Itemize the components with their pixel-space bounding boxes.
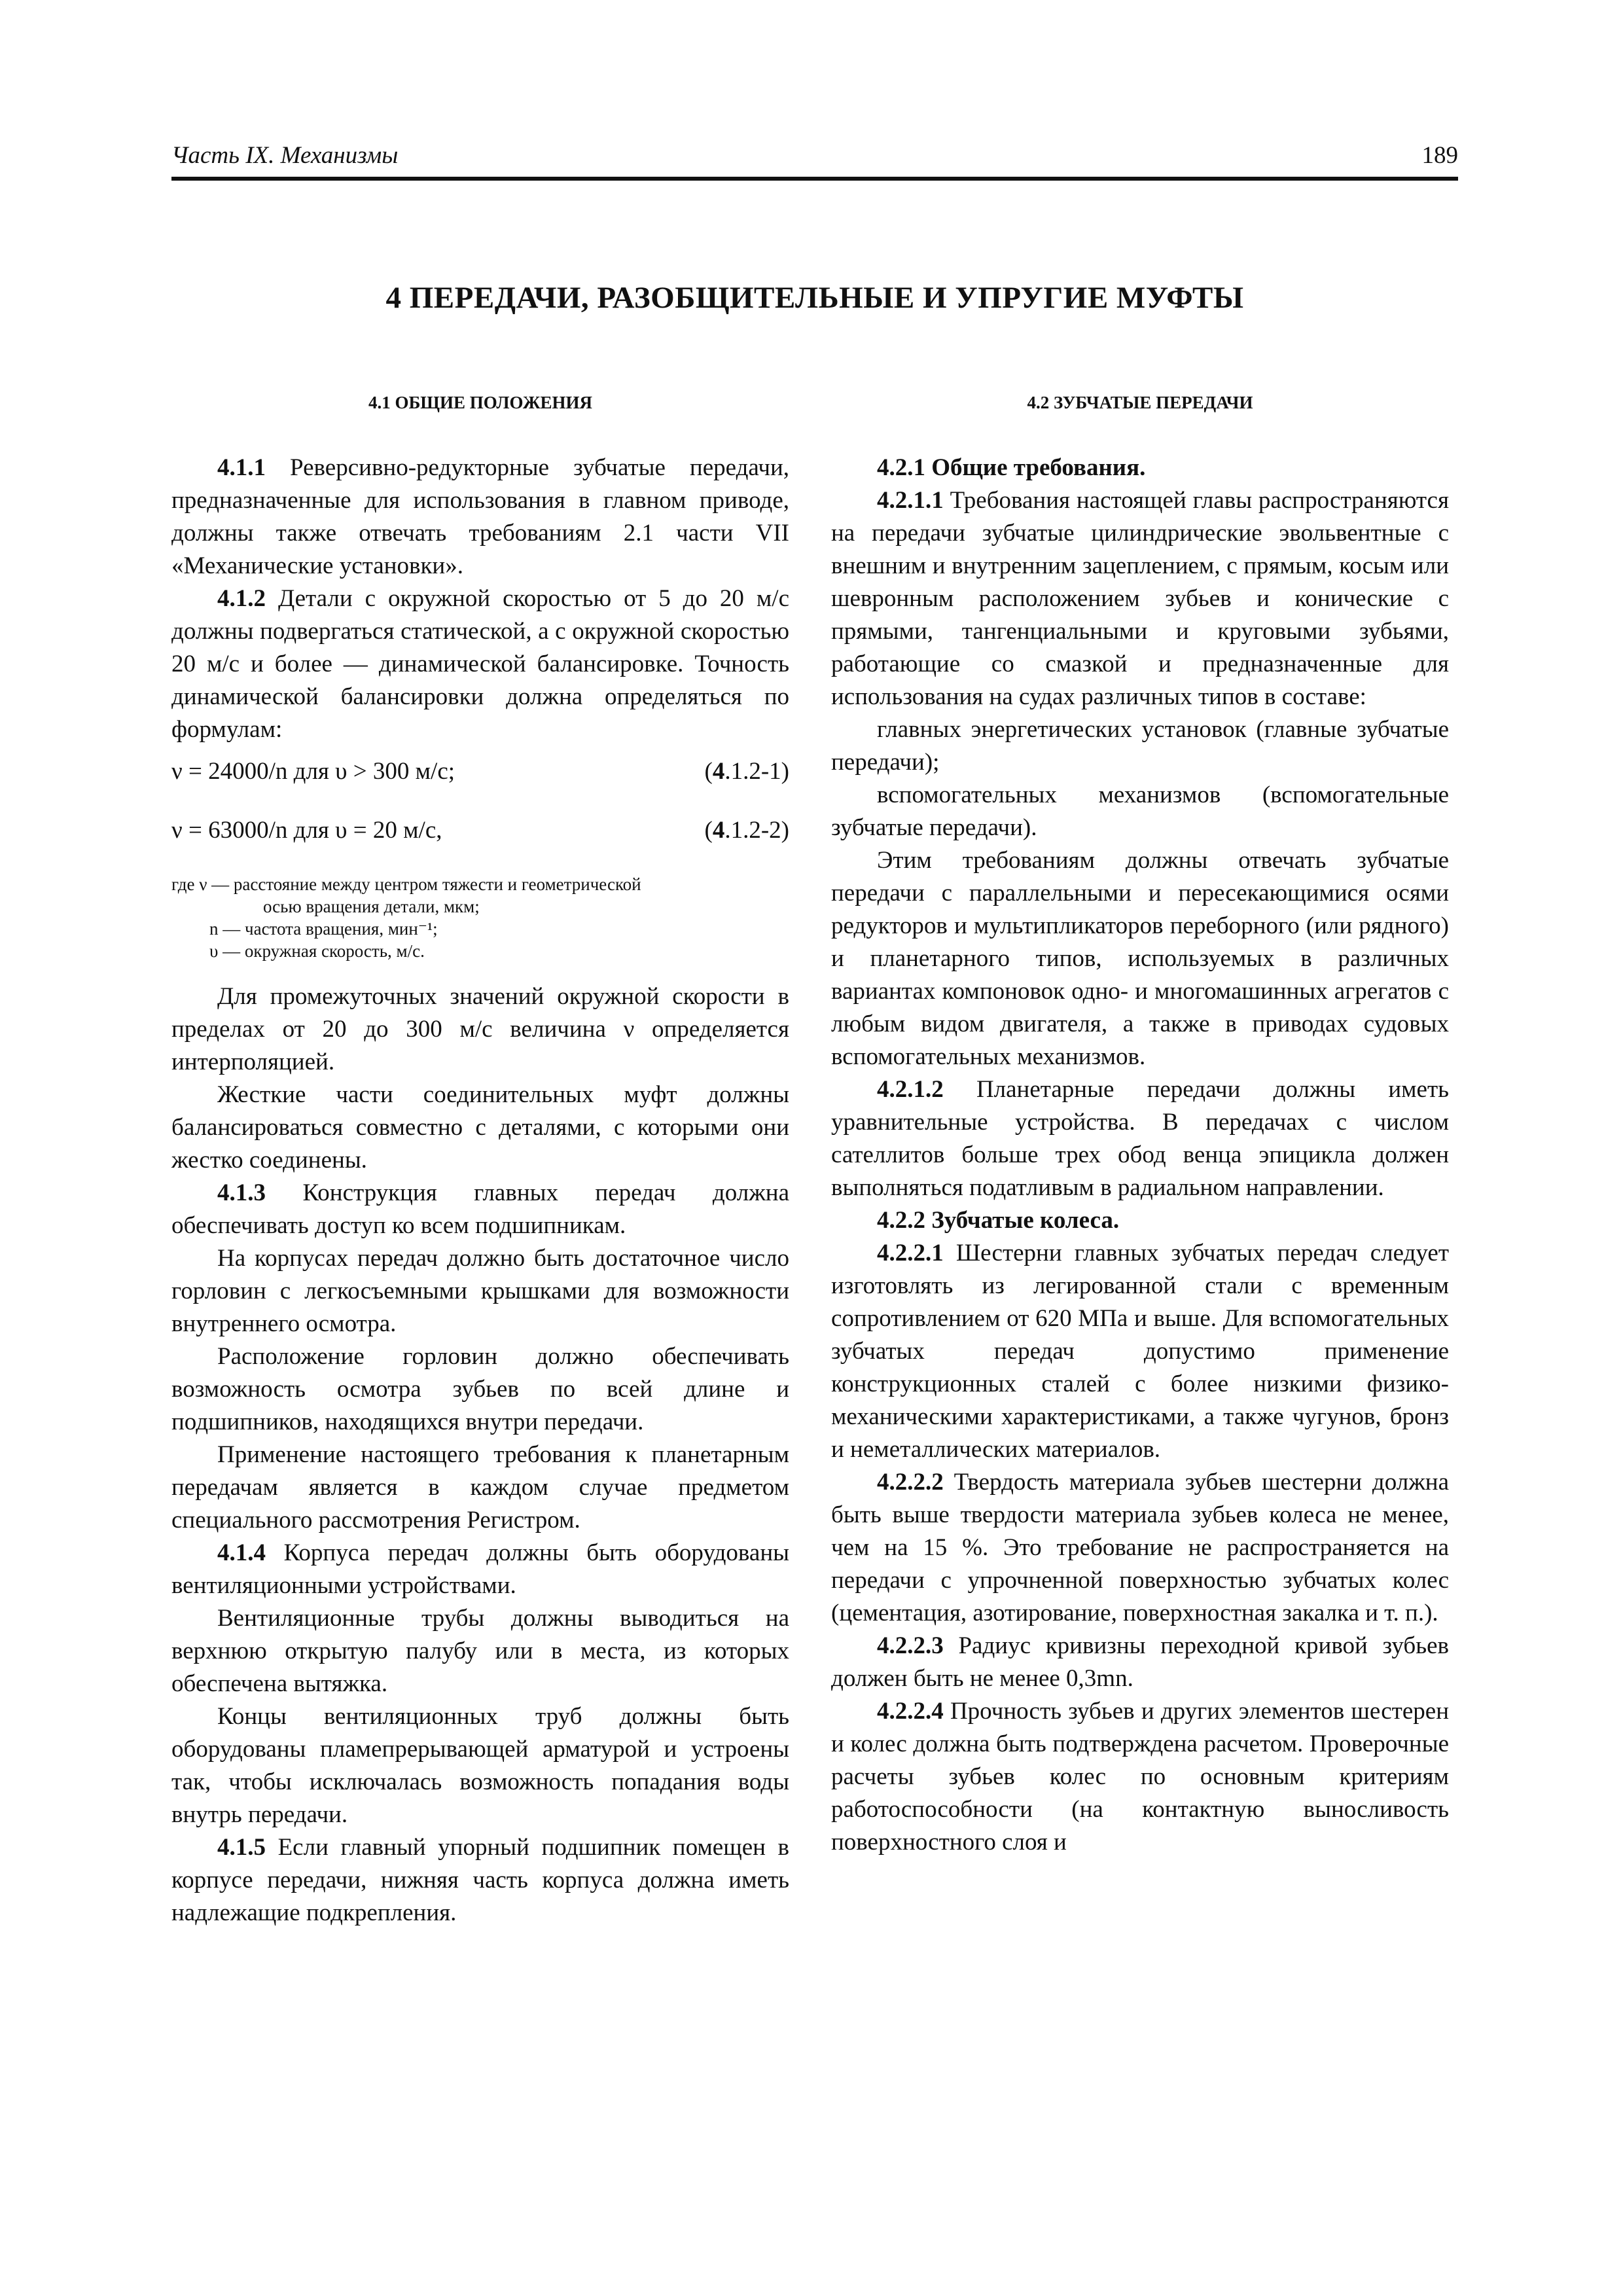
subsection-heading: 4.2.1 Общие требования. — [877, 454, 1146, 481]
paragraph: главных энергетических установок (главные зубчатые передачи); — [831, 716, 1449, 776]
paragraph: Концы вентиляционных труб должны быть оборудованы пламепрерывающей арматурой и устроены так, чтобы исключалась возможность попадания воды внутрь передачи. — [171, 1703, 789, 1828]
left-column — [171, 452, 789, 1929]
paragraph: На корпусах передач должно быть достаточное число горловин с легкосъемными крышками для возможности внутреннего осмотра. — [171, 1245, 789, 1337]
section-title-4-2: 4.2 ЗУБЧАТЫЕ ПЕРЕДАЧИ — [1027, 393, 1253, 412]
clause-number: 4.1.2 — [217, 585, 266, 612]
paragraph: вспомогательных механизмов (вспомогательные зубчатые передачи). — [831, 781, 1449, 841]
clause-number: 4.2.1.2 — [877, 1076, 944, 1103]
header-rule — [171, 177, 1458, 181]
paragraph: Применение настоящего требования к планетарным передачам является в каждом случае предметом специального рассмотрения Регистром. — [171, 1441, 789, 1534]
formula-4-1-2-2: ν = 63000/n для υ = 20 м/с, (4.1.2-2) — [171, 814, 789, 847]
paragraph: 4.1.2 Детали с окружной скоростью от 5 до 20 м/с должны подвергаться статической, а с окружной скоростью 20 м/с и более — динамической балансировке. Точность динамической балансировки должна определяться по формулам: — [171, 585, 789, 743]
paragraph: Для промежуточных значений окружной скорости в пределах от 20 до 300 м/с величина ν определяется интерполяцией. — [171, 983, 789, 1075]
clause-number: 4.2.2.1 — [877, 1240, 944, 1266]
right-column — [831, 452, 1449, 1859]
paragraph: 4.2.2.4 Прочность зубьев и других элементов шестерен и колес должна быть подтверждена расчетом. Проверочные расчеты зубьев колес по основным критериям работоспособности (на контактную выносливость поверхностного слоя и — [831, 1698, 1449, 1856]
clause-number: 4.2.1.1 — [877, 487, 944, 514]
clause-number: 4.1.3 — [217, 1179, 266, 1206]
section-title-4-1: 4.1 ОБЩИЕ ПОЛОЖЕНИЯ — [368, 393, 593, 412]
paragraph: 4.2.1.1 Требования настоящей главы распространяются на передачи зубчатые цилиндрические эвольвентные с внешним и внутренним зацеплением, с прямым, косым или шевронным расположением зубьев и конические с прямыми, тангенциальными и круговыми зубьями, работающие со смазкой и предназначенные для использования на судах различных типов в составе: — [831, 487, 1449, 710]
page-number: 189 — [1421, 142, 1458, 169]
formula-legend: где ν — расстояние между центром тяжести и геометрической осью вращения детали, мкм; n — частота вращения, мин⁻¹; υ — окружная скорость, м/с. — [171, 874, 641, 961]
paragraph: 4.2.2.3 Радиус кривизны переходной кривой зубьев должен быть не менее 0,3mn. — [831, 1632, 1449, 1692]
paragraph: 4.1.5 Если главный упорный подшипник помещен в корпусе передачи, нижняя часть корпуса должна иметь надлежащие подкрепления. — [171, 1834, 789, 1926]
paragraph: Вентиляционные трубы должны выводиться на верхнюю открытую палубу или в места, из которых обеспечена вытяжка. — [171, 1605, 789, 1697]
paragraph: 4.2.2.1 Шестерни главных зубчатых передач следует изготовлять из легированной стали с временным сопротивлением от 620 МПа и выше. Для вспомогательных зубчатых передач допустимо применение конструкционных сталей с более низкими физико-механическими характеристиками, а также чугунов, бронз и неметаллических материалов. — [831, 1240, 1449, 1463]
clause-number: 4.2.2.4 — [877, 1698, 944, 1725]
paragraph: 4.1.4 Корпуса передач должны быть оборудованы вентиляционными устройствами. — [171, 1539, 789, 1599]
clause-number: 4.1.5 — [217, 1834, 266, 1861]
paragraph: 4.2.1.2 Планетарные передачи должны иметь уравнительные устройства. В передачах с числом сателлитов больше трех обод венца эпицикла должен выполняться податливым в радиальном направлении. — [831, 1076, 1449, 1201]
running-header — [171, 139, 1458, 179]
clause-number: 4.1.1 — [217, 454, 266, 481]
chapter-title: 4 ПЕРЕДАЧИ, РАЗОБЩИТЕЛЬНЫЕ И УПРУГИЕ МУФТЫ — [385, 281, 1244, 315]
formula-number: (4.1.2-2) — [704, 817, 789, 844]
paragraph: Расположение горловин должно обеспечивать возможность осмотра зубьев по всей длине и подшипников, находящихся внутри передачи. — [171, 1343, 789, 1435]
clause-number: 4.1.4 — [217, 1539, 266, 1566]
paragraph: Этим требованиям должны отвечать зубчатые передачи с параллельными и пересекающимися осями редукторов и мультипликаторов переборного (или рядного) и планетарного типов, используемых в различных вариантах компоновок одно- и многомашинных агрегатов с любым видом двигателя, а также в приводах судовых вспомогательных механизмов. — [831, 847, 1449, 1070]
part-title: Часть IX. Механизмы — [171, 142, 399, 169]
formula-4-1-2-1: ν = 24000/n для υ > 300 м/с; (4.1.2-1) — [171, 755, 789, 788]
paragraph: Жесткие части соединительных муфт должны балансироваться совместно с деталями, с которыми они жестко соединены. — [171, 1081, 789, 1174]
clause-number: 4.2.2.2 — [877, 1469, 944, 1496]
paragraph: 4.1.3 Конструкция главных передач должна обеспечивать доступ ко всем подшипникам. — [171, 1179, 789, 1239]
paragraph: 4.2.2.2 Твердость материала зубьев шестерни должна быть выше твердости материала зубьев колеса не менее, чем на 15 %. Это требование не распространяется на передачи с упрочненной поверхностью зубчатых колес (цементация, азотирование, поверхностная закалка и т. п.). — [831, 1469, 1449, 1626]
subsection-heading: 4.2.2 Зубчатые колеса. — [877, 1207, 1120, 1234]
paragraph: 4.1.1 Реверсивно-редукторные зубчатые передачи, предназначенные для использования в главном приводе, должны также отвечать требованиям 2.1 части VII «Механические установки». — [171, 454, 789, 579]
clause-number: 4.2.2.3 — [877, 1632, 944, 1659]
formula-number: (4.1.2-1) — [704, 758, 789, 785]
